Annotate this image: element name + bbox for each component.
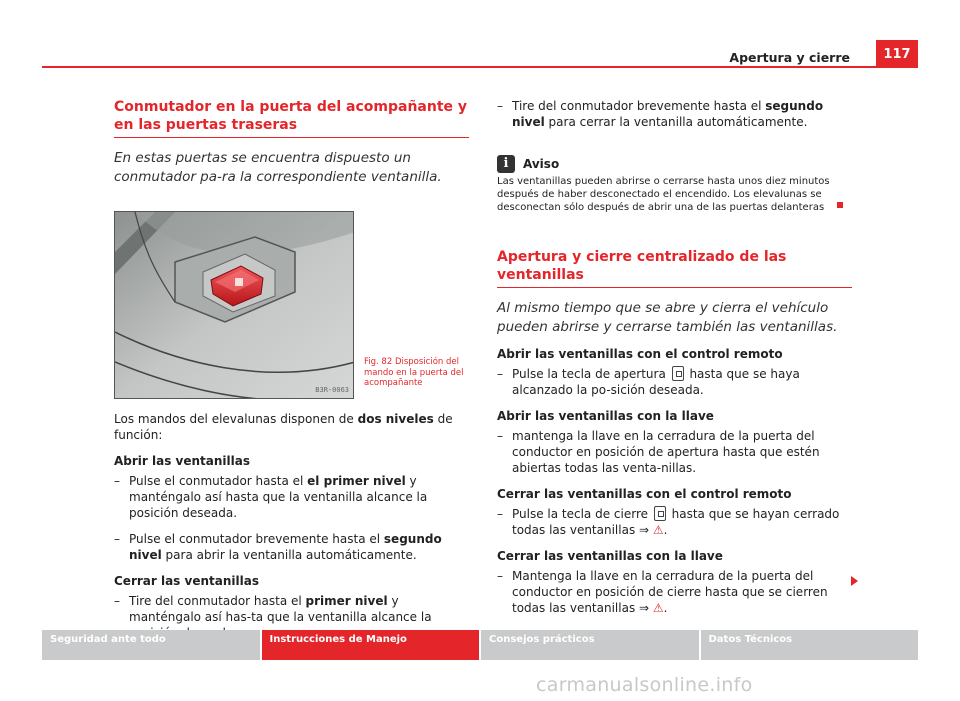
tab-practical-tips[interactable]: Consejos prácticos	[481, 630, 699, 660]
lead-text: Al mismo tiempo que se abre y cierra el vehículo pueden abrirse y cerrarse también las ventanillas.	[497, 300, 838, 335]
item-text: Pulse la tecla de cierre	[512, 507, 652, 521]
intro-text: Los mandos del elevalunas disponen de	[114, 412, 358, 426]
item-bold: el primer nivel	[307, 474, 406, 488]
item-text: Pulse el conmutador hasta el	[129, 474, 308, 488]
section-end-marker	[837, 202, 843, 208]
dash: –	[114, 474, 120, 488]
dash: –	[497, 429, 503, 443]
lead-text: En estas puertas se encuentra dispuesto un conmutador pa-ra la correspondiente ventanilla.	[114, 150, 442, 185]
item-bold: primer nivel	[305, 594, 388, 608]
subheading-key-close: Cerrar las ventanillas con la llave	[497, 549, 723, 563]
warning-icon[interactable]: ⚠	[652, 523, 664, 537]
item-text-end: para cerrar la ventanilla automáticamente.	[544, 115, 808, 129]
section-heading-passenger-door: Conmutador en la puerta del acompañante y en las puertas traseras	[114, 98, 469, 138]
note-text: Las ventanillas pueden abrirse o cerrarse hasta unos diez minutos después de haber desconectado el encendido. Los elevalunas se desconectan sólo después de abrir una de las puertas delanteras	[497, 176, 830, 213]
info-icon	[497, 155, 515, 173]
dash: –	[497, 367, 503, 381]
item-text: Pulse la tecla de apertura	[512, 367, 670, 381]
subheading-close: Cerrar las ventanillas	[114, 574, 259, 588]
watermark: carmanualsonline.info	[536, 674, 753, 696]
period: .	[663, 601, 668, 615]
tab-operating-instructions[interactable]: Instrucciones de Manejo	[262, 630, 480, 660]
figure-code: B3R-0063	[315, 386, 349, 394]
item-bold: segundo nivel	[129, 532, 442, 562]
item-text-end: y manténgalo así has-ta que la ventanilla alcance la	[129, 594, 432, 624]
note-title: Aviso	[523, 157, 560, 171]
lock-key-icon	[654, 506, 666, 521]
tab-technical-data[interactable]: Datos Técnicos	[701, 630, 919, 660]
dash: –	[497, 569, 503, 583]
right-column	[497, 98, 852, 616]
door-switch-illustration	[115, 212, 354, 399]
list-item	[497, 98, 852, 130]
item-text: Tire del conmutador hasta el	[129, 594, 306, 608]
page-number: 117	[876, 40, 918, 66]
figure-82	[114, 211, 469, 399]
section-title: Apertura y cierre	[729, 50, 850, 65]
left-column	[114, 98, 469, 641]
list-item	[497, 506, 852, 538]
item-text: mantenga la llave en la cerradura de la puerta del conductor en posición de apertura hasta que estén abiertas todas las venta-nillas.	[512, 429, 820, 475]
list-item	[114, 531, 469, 563]
dash: –	[497, 99, 503, 113]
dash: –	[114, 532, 120, 546]
list-item	[497, 568, 852, 616]
item-text-end: hasta que se hayan cerrado todas las ventanillas ⇒	[512, 507, 840, 537]
dash: –	[114, 594, 120, 608]
section-heading-centralized: Apertura y cierre centralizado de las ventanillas	[497, 248, 852, 288]
list-item	[497, 428, 852, 476]
continue-arrow-icon	[851, 576, 858, 586]
tab-safety[interactable]: Seguridad ante todo	[42, 630, 260, 660]
header-rule	[42, 66, 918, 68]
list-item	[114, 473, 469, 521]
subheading-remote-close: Cerrar las ventanillas con el control remoto	[497, 487, 792, 501]
figure-caption: Fig. 82 Disposición del mando en la puerta del acompañante	[364, 357, 464, 388]
item-text-end: hasta que se haya alcanzado la po-sición deseada.	[512, 367, 800, 397]
intro-bold: dos niveles	[357, 412, 434, 426]
item-bold: segundo nivel	[512, 99, 824, 129]
period: .	[663, 523, 668, 537]
intro-text-end: de función:	[114, 412, 453, 442]
unlock-key-icon	[672, 366, 684, 381]
subheading-open: Abrir las ventanillas	[114, 454, 250, 468]
item-text: Mantenga la llave en la cerradura de la puerta del conductor en posición de cierre hasta que se cierren todas las ventanillas ⇒	[512, 569, 828, 615]
subheading-key-open: Abrir las ventanillas con la llave	[497, 409, 714, 423]
warning-icon[interactable]: ⚠	[652, 601, 664, 615]
note-header	[497, 155, 852, 173]
item-text: Pulse el conmutador brevemente hasta el	[129, 532, 384, 546]
item-text-end: y manténgalo así hasta que la ventanilla alcance la posición deseada.	[129, 474, 428, 520]
intro-paragraph	[114, 411, 469, 443]
list-item	[497, 366, 852, 398]
item-text-end: para abrir la ventanilla automáticamente.	[161, 548, 417, 562]
dash: –	[497, 507, 503, 521]
figure-image	[114, 211, 354, 399]
footer-tabs	[42, 630, 918, 660]
item-text: Tire del conmutador brevemente hasta el	[512, 99, 766, 113]
subheading-remote-open: Abrir las ventanillas con el control remoto	[497, 347, 783, 361]
